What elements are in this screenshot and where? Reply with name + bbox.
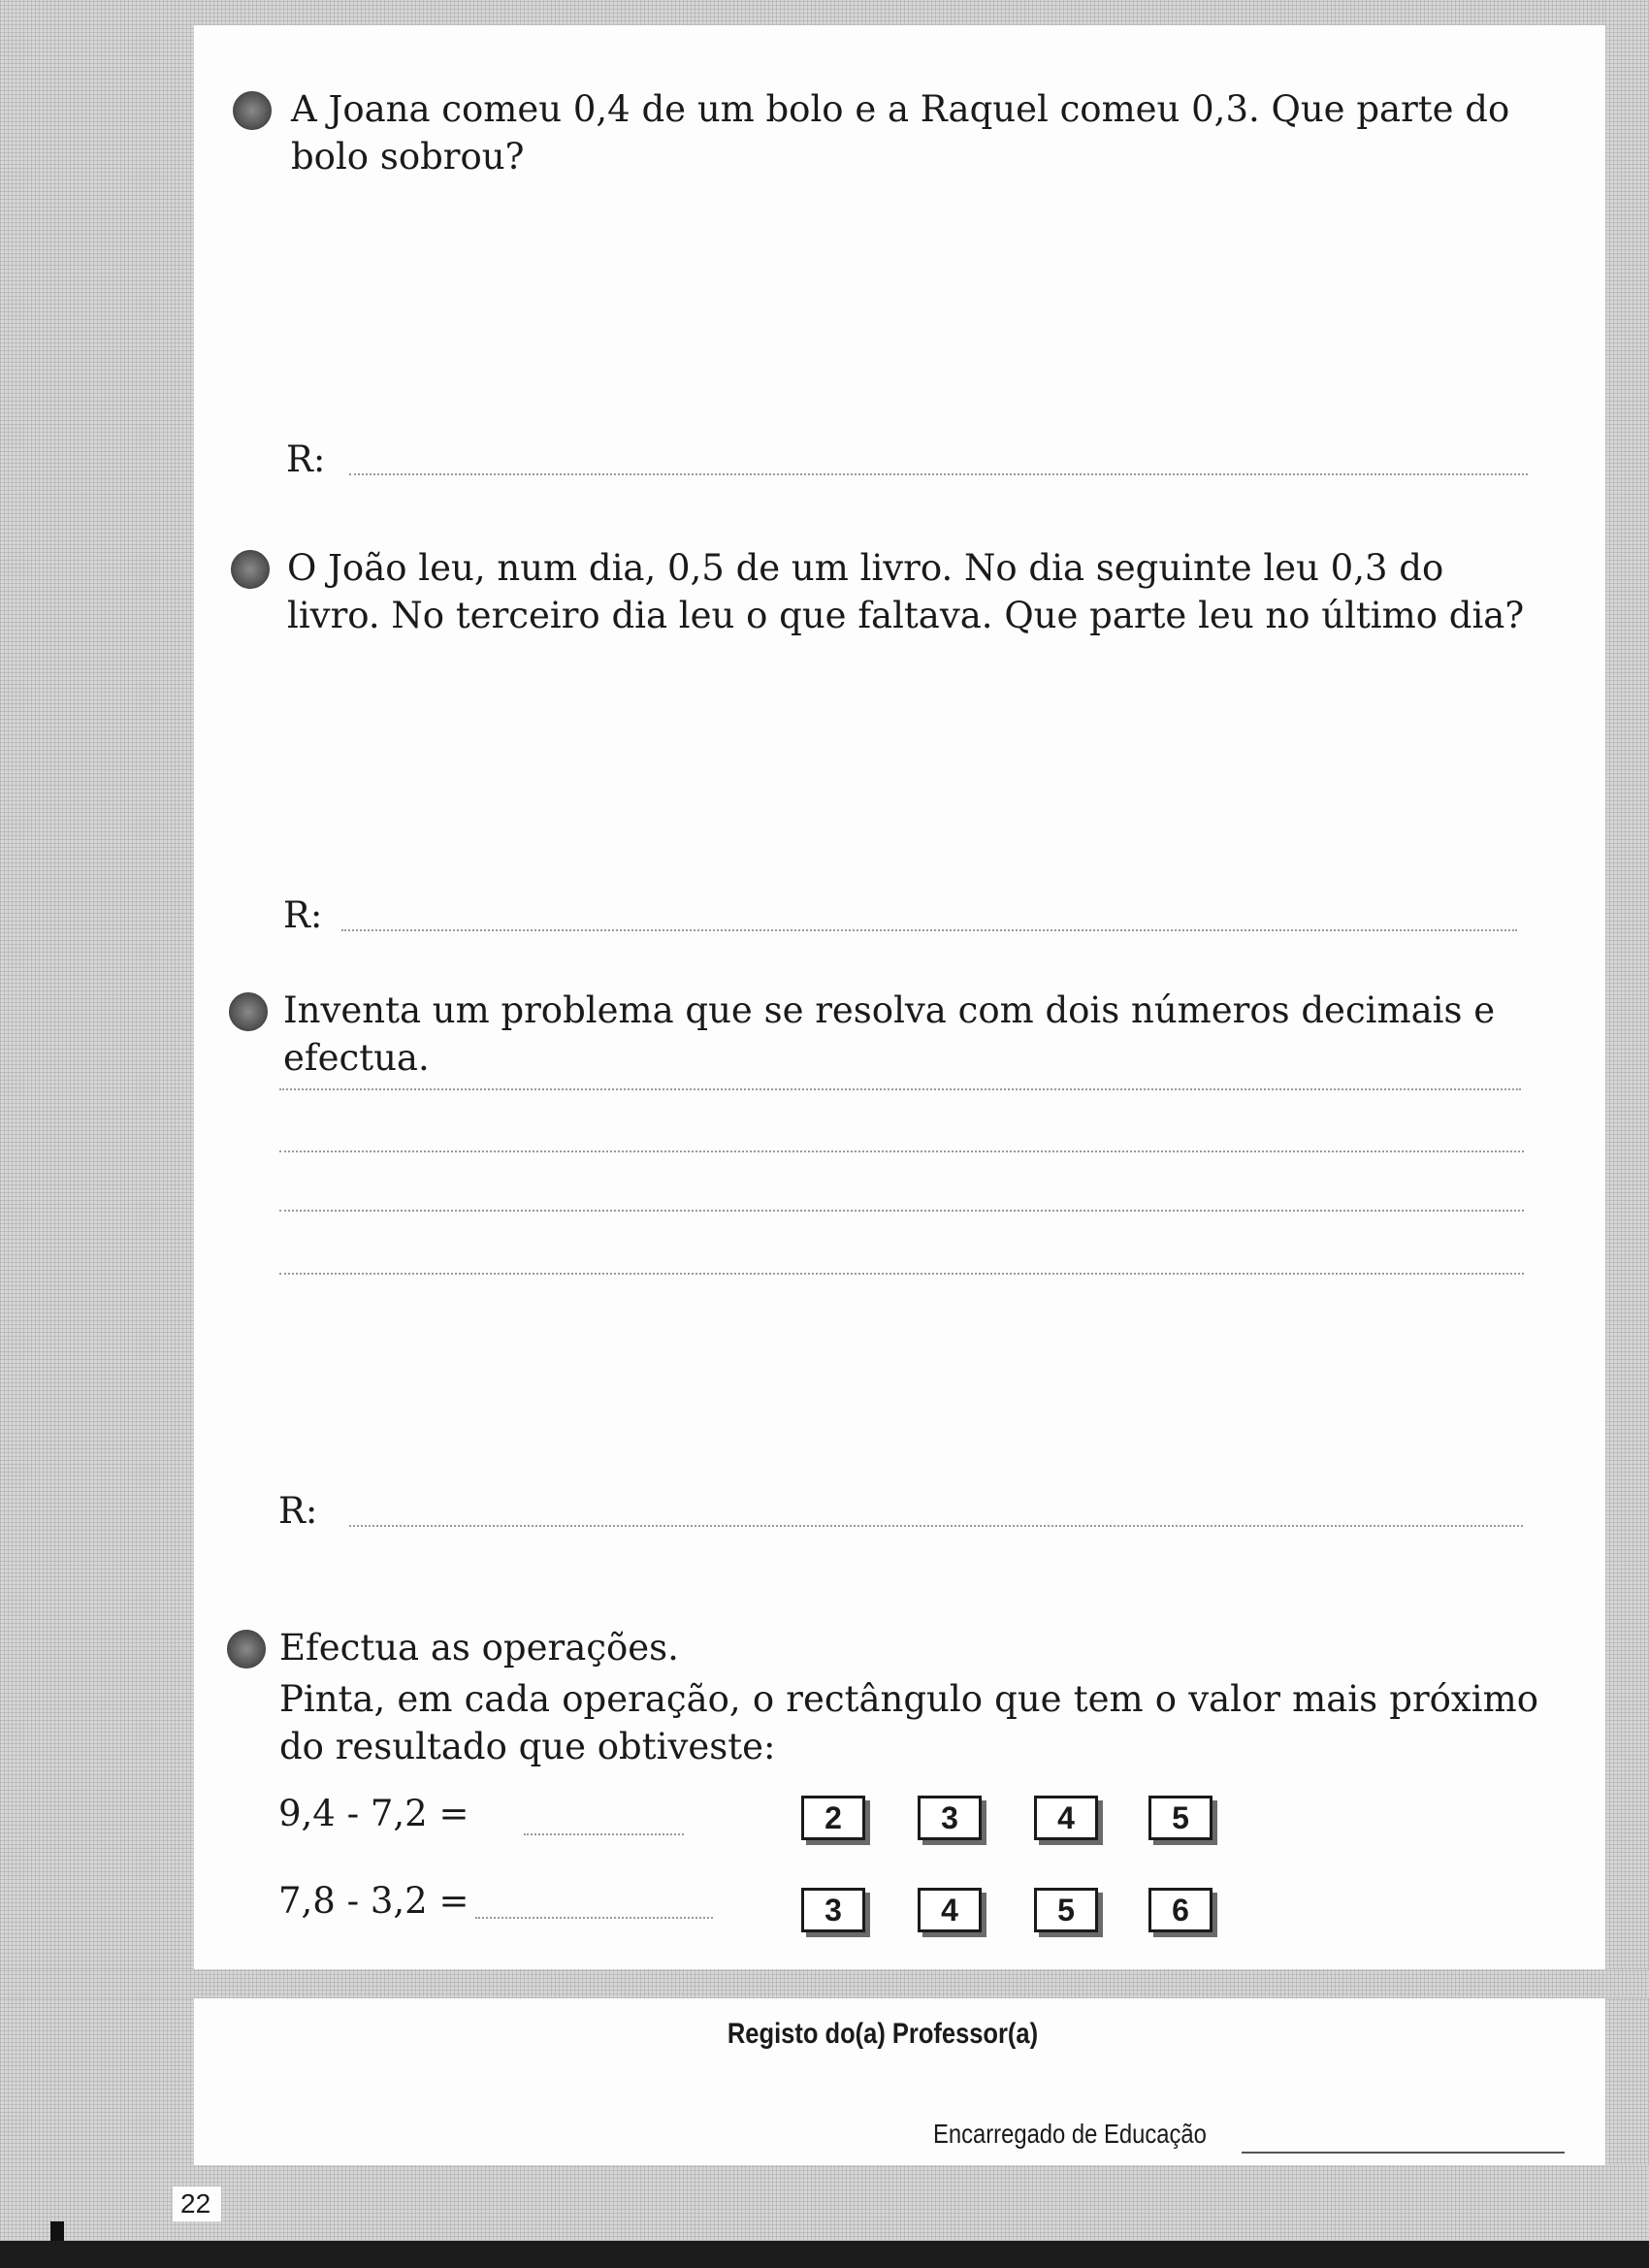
scan-border-right [1605, 0, 1649, 2241]
crop-mark [50, 2221, 64, 2241]
operation-1-result-line[interactable] [524, 1833, 684, 1835]
problem-line-2[interactable] [279, 1150, 1524, 1152]
question-bullet-icon [227, 1630, 266, 1669]
operation-2-option-box[interactable]: 6 [1148, 1888, 1212, 1932]
operation-2-option-box[interactable]: 5 [1034, 1888, 1098, 1932]
question-bullet-icon [229, 992, 268, 1031]
operation-1-option-box[interactable]: 4 [1034, 1796, 1098, 1840]
operation-2-result-line[interactable] [475, 1917, 713, 1919]
operation-2-option-box[interactable]: 4 [918, 1888, 982, 1932]
question-bullet-icon [233, 91, 272, 130]
problem-line-3[interactable] [279, 1210, 1524, 1212]
answer-3-line[interactable] [349, 1525, 1523, 1527]
question-4-intro: Efectua as operações. [279, 1627, 679, 1669]
scan-border-left [0, 0, 194, 2241]
teacher-record-title: Registo do(a) Professor(a) [727, 2018, 1039, 2050]
question-2-text: O João leu, num dia, 0,5 de um livro. No dia seguinte leu 0,3 do livro. No terceiro dia leu o que faltava. Que parte leu no último dia? [287, 547, 1525, 636]
question-4-instruction: Pinta, em cada operação, o rectângulo que tem o valor mais próximo do resultado que obtiveste: [279, 1678, 1538, 1767]
problem-line-1[interactable] [279, 1088, 1521, 1090]
operation-1-option-box[interactable]: 2 [801, 1796, 865, 1840]
operation-1-option-box[interactable]: 5 [1148, 1796, 1212, 1840]
answer-1-label: R: [286, 438, 326, 480]
scan-bottom-edge [0, 2241, 1649, 2268]
guardian-label: Encarregado de Educação [933, 2119, 1207, 2149]
question-1-text: A Joana comeu 0,4 de um bolo e a Raquel comeu 0,3. Que parte do bolo sobrou? [291, 88, 1510, 178]
operation-1-option-box[interactable]: 3 [918, 1796, 982, 1840]
operation-2-expression: 7,8 - 3,2 = [278, 1880, 469, 1922]
operation-2-option-box[interactable]: 3 [801, 1888, 865, 1932]
answer-3-label: R: [278, 1490, 318, 1532]
scan-border-top [0, 0, 1649, 25]
answer-2-label: R: [283, 894, 323, 936]
question-bullet-icon [231, 550, 270, 589]
page-number: 22 [180, 2188, 211, 2219]
guardian-signature-line[interactable] [1242, 2152, 1565, 2154]
scan-border-middle [0, 1969, 1649, 1998]
question-3-text: Inventa um problema que se resolva com dois números decimais e efectua. [283, 989, 1496, 1079]
problem-line-4[interactable] [279, 1273, 1524, 1275]
scan-border-bottom [0, 2165, 1649, 2241]
operation-1-expression: 9,4 - 7,2 = [278, 1793, 469, 1834]
answer-2-line[interactable] [341, 929, 1517, 931]
answer-1-line[interactable] [349, 473, 1528, 475]
